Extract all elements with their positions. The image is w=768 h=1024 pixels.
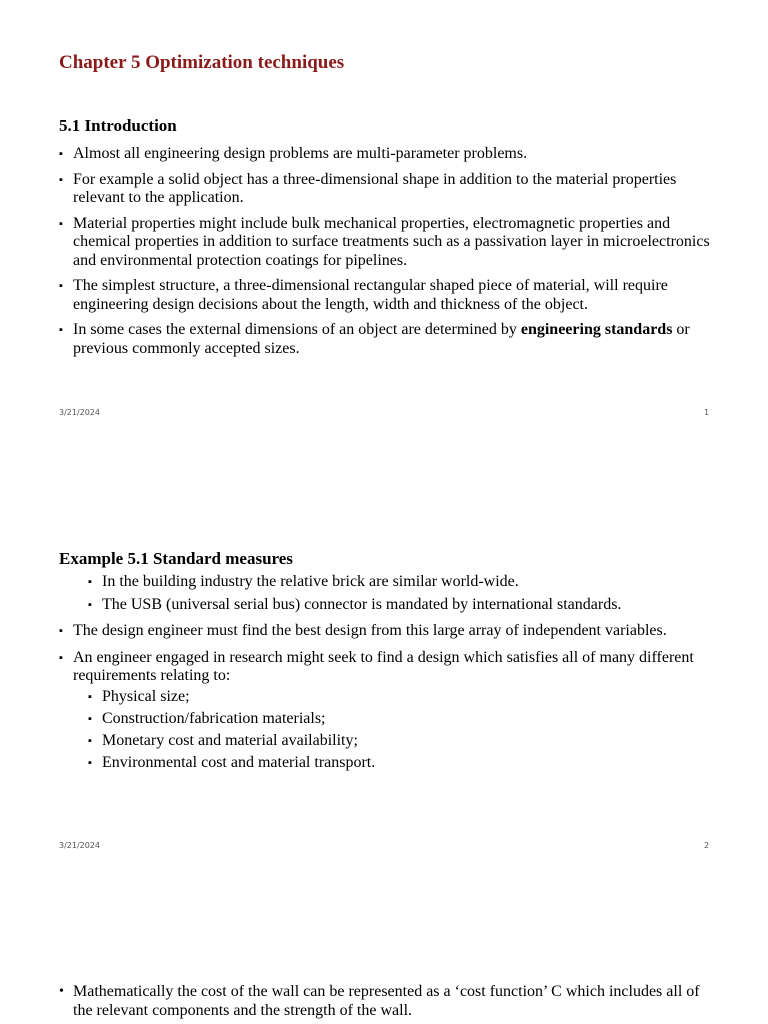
square-bullet-icon: ▪ [59, 625, 63, 637]
bullet-text-post: or previous commonly accepted sizes. [73, 321, 690, 357]
list-item [59, 321, 711, 358]
example-title: Example 5.1 Standard measures [59, 549, 293, 568]
bullet-text: The simplest structure, a three-dimensional rectangular shaped piece of material, will require engineering design decisions about the length, width and thickness of the object. [73, 277, 668, 313]
list-item [59, 277, 711, 314]
intro-bullet-list [59, 145, 711, 358]
list-item [59, 145, 711, 164]
square-bullet-icon: ▪ [59, 280, 63, 292]
list-item [59, 622, 711, 641]
chapter-title: Chapter 5 Optimization techniques [59, 52, 345, 73]
list-item [59, 215, 711, 271]
list-item [59, 649, 711, 686]
square-bullet-icon: ▪ [88, 757, 92, 769]
bullet-text: Physical size; [102, 688, 190, 705]
requirements-list [88, 688, 710, 773]
list-item [88, 710, 710, 729]
bullet-text: Environmental cost and material transport. [102, 754, 376, 771]
list-item [88, 754, 710, 773]
square-bullet-icon: ▪ [88, 576, 92, 588]
list-item [88, 732, 710, 751]
square-bullet-icon: ▪ [88, 598, 92, 611]
bullet-text: Material properties might include bulk mechanical properties, electromagnetic properties and chemical properties in addition to surface treatments such as a passivation layer in microelectronics and environmental protection coatings for pipelines. [73, 214, 710, 269]
footer-page-number: 2 [704, 841, 710, 850]
square-bullet-icon: ▪ [88, 691, 92, 703]
square-bullet-icon: ▪ [88, 713, 92, 725]
list-item [88, 688, 710, 707]
bullet-text-pre: In some cases the external dimensions of an object are determined by [73, 321, 521, 338]
list-item [88, 573, 710, 592]
bullet-text: The design engineer must find the best design from this large array of independent variables. [73, 622, 667, 639]
square-bullet-icon: ▪ [59, 651, 63, 664]
bullet-text: The USB (universal serial bus) connector is mandated by international standards. [102, 595, 622, 613]
round-bullet-icon: • [59, 984, 64, 999]
list-item [59, 983, 711, 1020]
bullet-text: Monetary cost and material availability; [102, 732, 358, 749]
square-bullet-icon: ▪ [88, 735, 92, 747]
example-subbullet-list [88, 573, 710, 614]
emphasis-text: engineering standards [520, 321, 673, 338]
bullet-text: In the building industry the relative brick are similar world-wide. [102, 573, 519, 590]
cost-function-bullet-list [59, 983, 711, 1020]
bullet-text: An engineer engaged in research might seek to find a design which satisfies all of many different requirements relating to: [73, 648, 694, 684]
list-item [59, 171, 711, 208]
bullet-text: Mathematically the cost of the wall can be represented as a ‘cost function’ C which includes all of the relevant components and the strength of the wall. [73, 983, 700, 1019]
square-bullet-icon: ▪ [59, 148, 63, 160]
footer-date: 3/21/2024 [59, 841, 101, 850]
square-bullet-icon: ▪ [59, 324, 63, 336]
section-title: 5.1 Introduction [59, 116, 177, 135]
footer-page-number: 1 [704, 408, 710, 417]
square-bullet-icon: ▪ [59, 217, 63, 230]
footer-date: 3/21/2024 [59, 408, 101, 417]
bullet-text: Almost all engineering design problems are multi-parameter problems. [73, 145, 528, 162]
bullet-text: For example a solid object has a three-dimensional shape in addition to the material properties relevant to the application. [73, 170, 677, 206]
bullet-text: Construction/fabrication materials; [102, 710, 326, 727]
square-bullet-icon: ▪ [59, 173, 63, 186]
list-item [88, 596, 710, 615]
design-bullet-list [59, 622, 711, 686]
